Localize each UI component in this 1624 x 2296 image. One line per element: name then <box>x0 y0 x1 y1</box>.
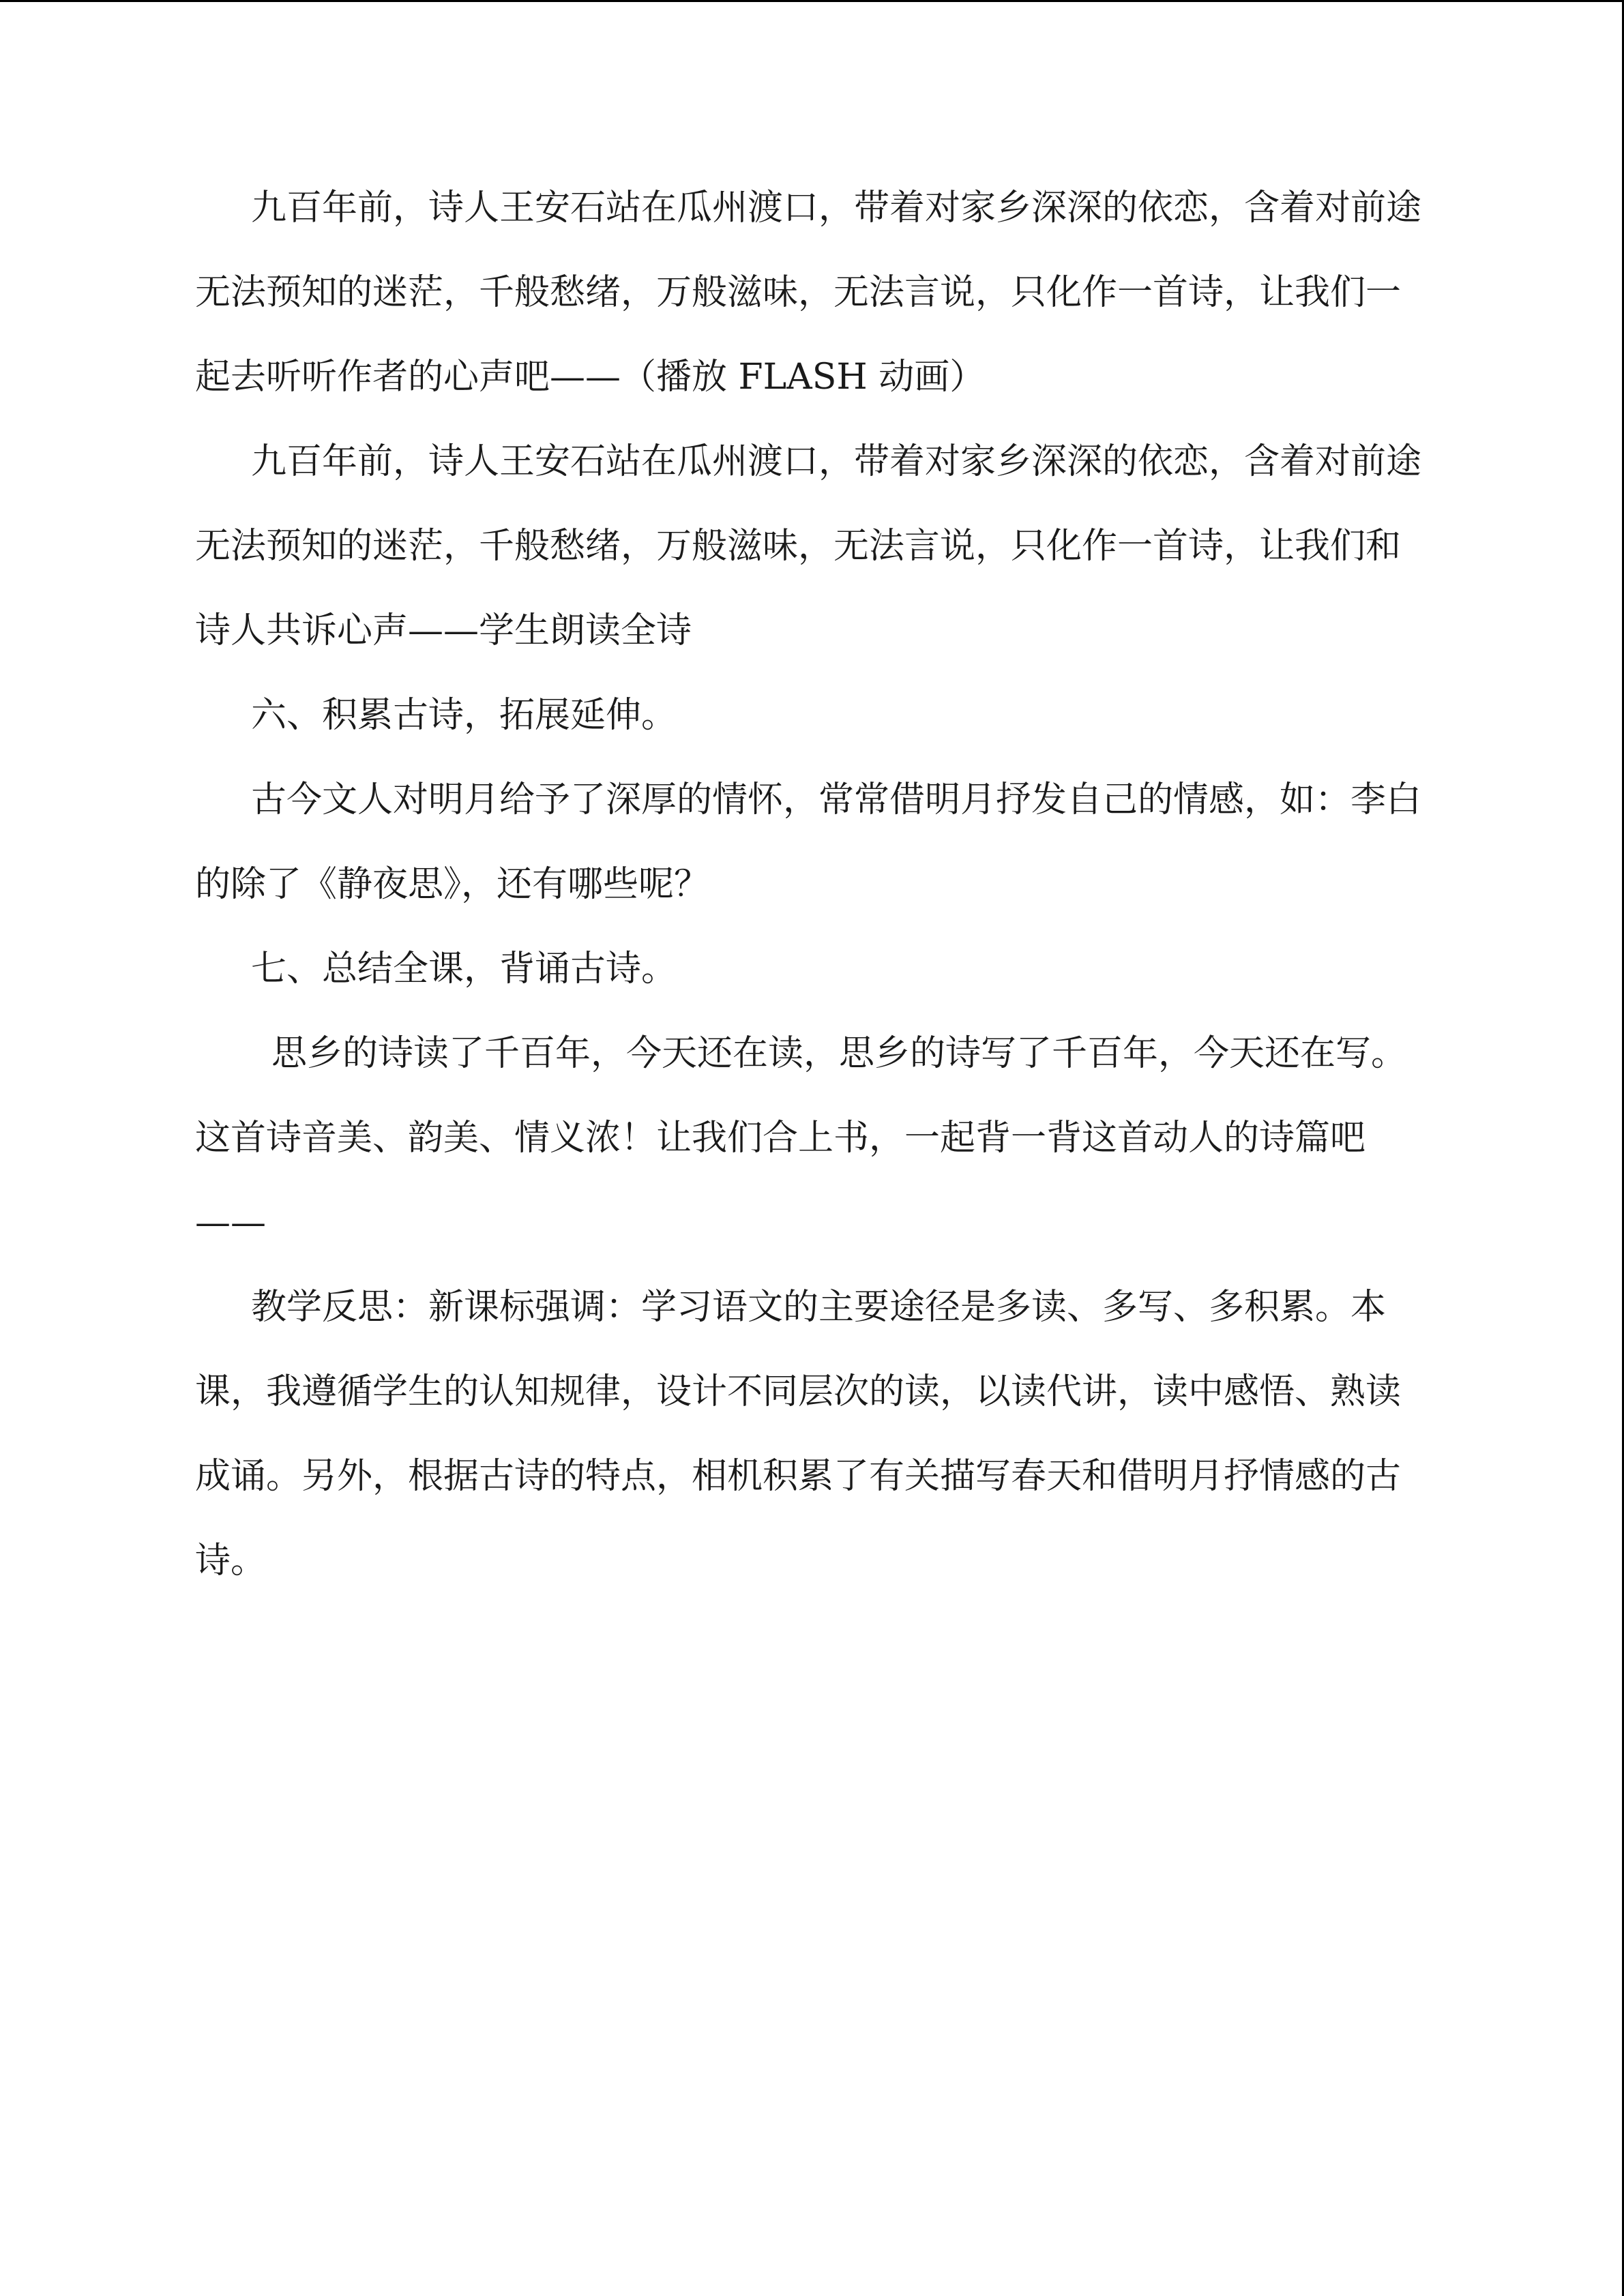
paragraph-read-aloud: 九百年前，诗人王安石站在瓜州渡口，带着对家乡深深的依恋，含着对前途无法预知的迷茫，千般愁绪，万般滋味，无法言说，只化作一首诗，让我们和诗人共诉心声——学生朗读全诗 <box>195 441 1422 651</box>
paragraph-teaching-reflection: 教学反思：新课标强调：学习语文的主要途径是多读、多写、多积累。本课，我遵循学生的认知规律，设计不同层次的读，以读代讲，读中感悟、熟读成诵。另外，根据古诗的特点，相机积累了有关描写春天和借明月抒情感的古诗。 <box>195 1287 1402 1581</box>
section-heading-summary: 七、总结全课，背诵古诗。 <box>251 949 677 989</box>
paragraph-moon-poems: 古今文人对明月给予了深厚的情怀，常常借明月抒发自己的情感，如：李白的除了《静夜思》，还有哪些呢？ <box>195 779 1422 905</box>
paragraph-homesick-poems: 思乡的诗读了千百年，今天还在读，思乡的诗写了千百年，今天还在写。这首诗音美、韵美、情义浓！让我们合上书，一起背一背这首动人的诗篇吧—— <box>195 1033 1407 1243</box>
paragraph-flash-intro: 九百年前，诗人王安石站在瓜州渡口，带着对家乡深深的依恋，含着对前途无法预知的迷茫，千般愁绪，万般滋味，无法言说，只化作一首诗，让我们一起去听听作者的心声吧——（播放 FLASH 动画） <box>195 188 1422 398</box>
section-heading-accumulate-poems: 六、积累古诗，拓展延伸。 <box>251 695 677 736</box>
document-body <box>195 166 1423 1603</box>
